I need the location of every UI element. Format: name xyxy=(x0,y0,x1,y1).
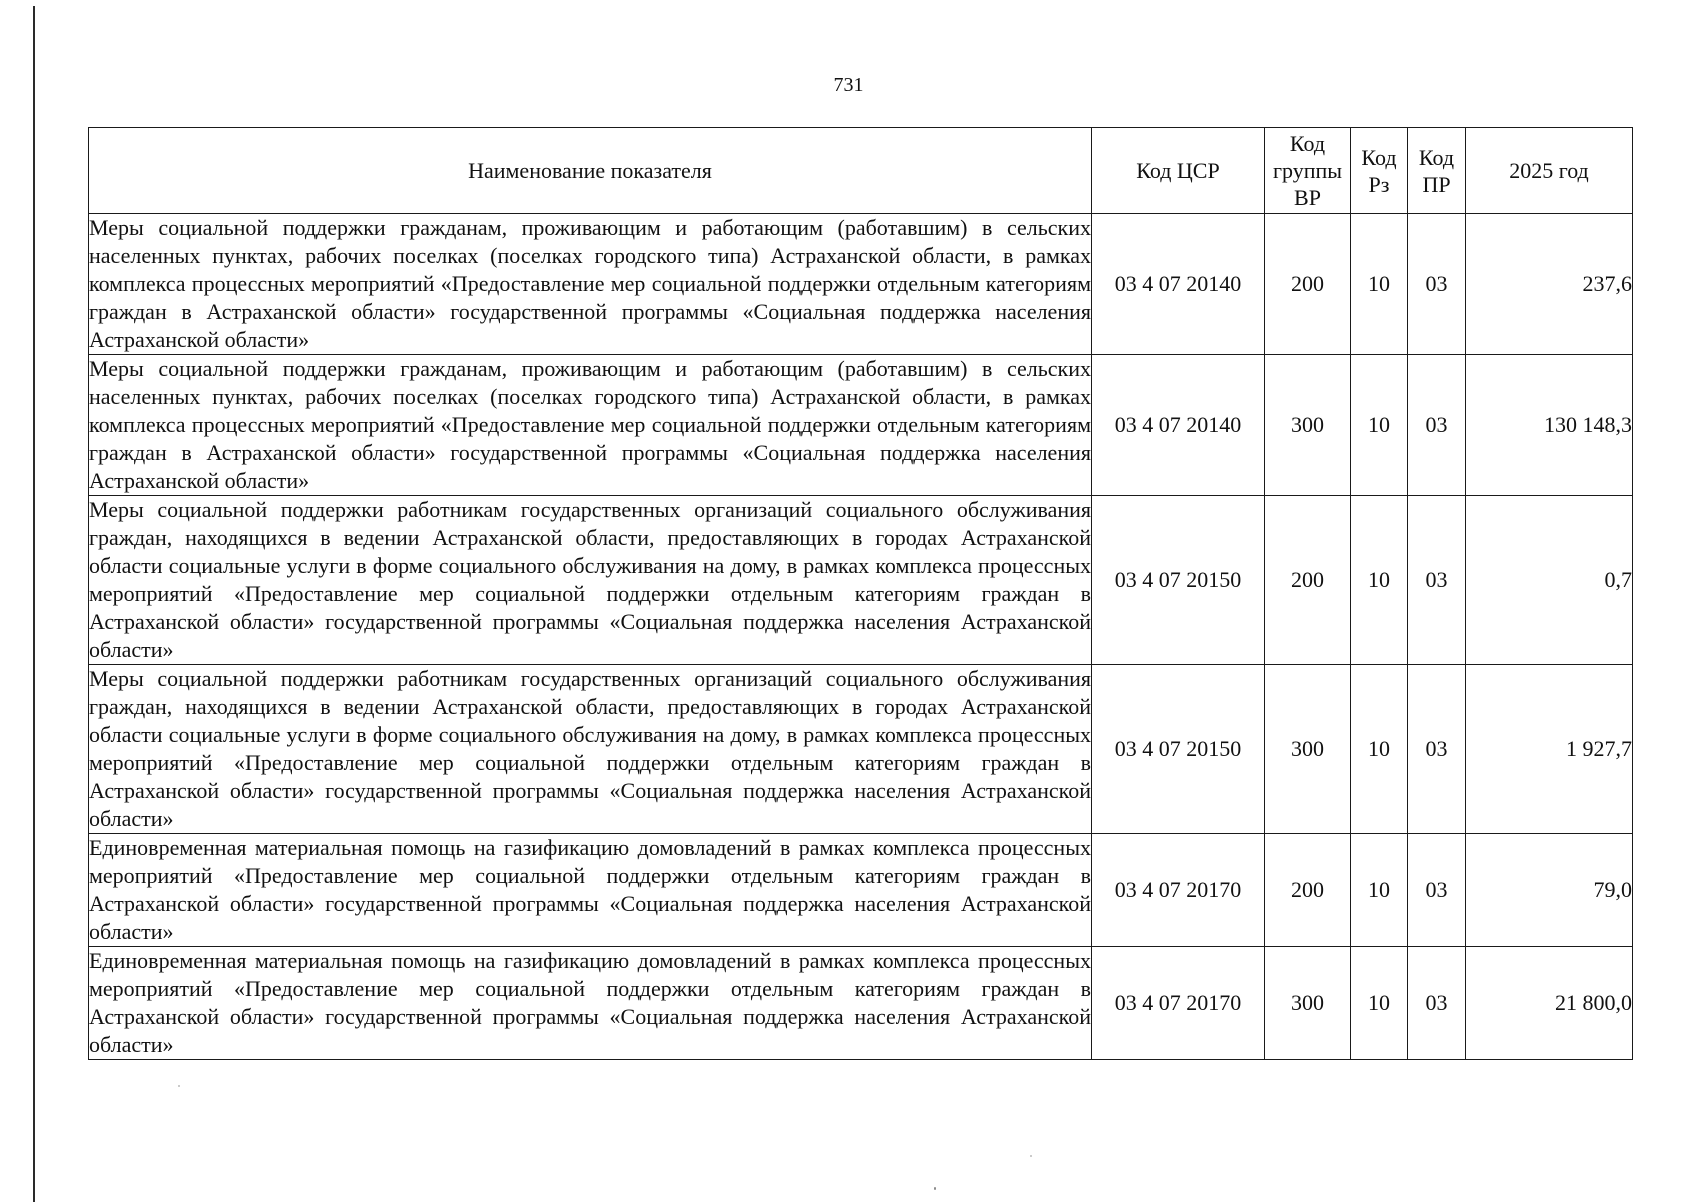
binding-edge-line xyxy=(33,6,35,1202)
row-rz-cell: 10 xyxy=(1351,496,1408,665)
header-csr: Код ЦСР xyxy=(1092,128,1265,214)
row-amount-cell: 1 927,7 xyxy=(1466,665,1633,834)
row-rz-cell: 10 xyxy=(1351,214,1408,355)
row-name-cell: Меры социальной поддержки гражданам, проживающим и работающим (работавшим) в сельских населенных пунктах, рабочих поселках (поселках городского типа) Астраханской области, в рамках комплекса процессных мероприятий «Предоставление мер социальной поддержки отдельным категориям граждан в Астраханской области» государственной программы «Социальная поддержка населения Астраханской области» xyxy=(89,355,1092,496)
page-number: 731 xyxy=(833,74,864,96)
row-pr-cell: 03 xyxy=(1408,665,1466,834)
table-row xyxy=(89,355,1633,496)
row-rz-cell: 10 xyxy=(1351,834,1408,947)
header-name: Наименование показателя xyxy=(89,128,1092,214)
row-name-cell: Меры социальной поддержки гражданам, проживающим и работающим (работавшим) в сельских населенных пунктах, рабочих поселках (поселках городского типа) Астраханской области, в рамках комплекса процессных мероприятий «Предоставление мер социальной поддержки отдельным категориям граждан в Астраханской области» государственной программы «Социальная поддержка населения Астраханской области» xyxy=(89,214,1092,355)
row-csr-cell: 03 4 07 20150 xyxy=(1092,496,1265,665)
table-row xyxy=(89,834,1633,947)
table-row xyxy=(89,665,1633,834)
header-pr: Код ПР xyxy=(1408,128,1466,214)
header-vr: Код группы ВР xyxy=(1265,128,1351,214)
row-pr-cell: 03 xyxy=(1408,355,1466,496)
scan-speck xyxy=(934,1187,936,1190)
budget-table xyxy=(88,127,1633,1060)
row-amount-cell: 0,7 xyxy=(1466,496,1633,665)
row-csr-cell: 03 4 07 20140 xyxy=(1092,355,1265,496)
row-pr-cell: 03 xyxy=(1408,834,1466,947)
table-row xyxy=(89,214,1633,355)
row-amount-cell: 79,0 xyxy=(1466,834,1633,947)
header-rz: Код Рз xyxy=(1351,128,1408,214)
table-row xyxy=(89,496,1633,665)
row-amount-cell: 237,6 xyxy=(1466,214,1633,355)
row-name-cell: Единовременная материальная помощь на газификацию домовладений в рамках комплекса процессных мероприятий «Предоставление мер социальной поддержки отдельным категориям граждан в Астраханской области» государственной программы «Социальная поддержка населения Астраханской области» xyxy=(89,947,1092,1060)
row-csr-cell: 03 4 07 20150 xyxy=(1092,665,1265,834)
row-pr-cell: 03 xyxy=(1408,496,1466,665)
row-amount-cell: 21 800,0 xyxy=(1466,947,1633,1060)
row-csr-cell: 03 4 07 20170 xyxy=(1092,834,1265,947)
row-rz-cell: 10 xyxy=(1351,665,1408,834)
header-year: 2025 год xyxy=(1466,128,1633,214)
row-rz-cell: 10 xyxy=(1351,355,1408,496)
row-name-cell: Меры социальной поддержки работникам государственных организаций социального обслуживания граждан, находящихся в ведении Астраханской области, предоставляющих в городах Астраханской области социальные услуги в форме социального обслуживания на дому, в рамках комплекса процессных мероприятий «Предоставление мер социальной поддержки отдельным категориям граждан в Астраханской области» государственной программы «Социальная поддержка населения Астраханской области» xyxy=(89,496,1092,665)
row-name-cell: Меры социальной поддержки работникам государственных организаций социального обслуживания граждан, находящихся в ведении Астраханской области, предоставляющих в городах Астраханской области социальные услуги в форме социального обслуживания на дому, в рамках комплекса процессных мероприятий «Предоставление мер социальной поддержки отдельным категориям граждан в Астраханской области» государственной программы «Социальная поддержка населения Астраханской области» xyxy=(89,665,1092,834)
scan-speck xyxy=(1030,1155,1032,1157)
row-pr-cell: 03 xyxy=(1408,214,1466,355)
row-vr-cell: 300 xyxy=(1265,947,1351,1060)
scan-speck xyxy=(178,1085,180,1087)
row-vr-cell: 300 xyxy=(1265,355,1351,496)
row-rz-cell: 10 xyxy=(1351,947,1408,1060)
row-name-cell: Единовременная материальная помощь на газификацию домовладений в рамках комплекса процессных мероприятий «Предоставление мер социальной поддержки отдельным категориям граждан в Астраханской области» государственной программы «Социальная поддержка населения Астраханской области» xyxy=(89,834,1092,947)
row-vr-cell: 200 xyxy=(1265,214,1351,355)
row-csr-cell: 03 4 07 20170 xyxy=(1092,947,1265,1060)
table-row xyxy=(89,947,1633,1060)
row-csr-cell: 03 4 07 20140 xyxy=(1092,214,1265,355)
row-pr-cell: 03 xyxy=(1408,947,1466,1060)
row-vr-cell: 200 xyxy=(1265,834,1351,947)
row-amount-cell: 130 148,3 xyxy=(1466,355,1633,496)
row-vr-cell: 300 xyxy=(1265,665,1351,834)
row-vr-cell: 200 xyxy=(1265,496,1351,665)
table-header-row xyxy=(89,128,1633,214)
